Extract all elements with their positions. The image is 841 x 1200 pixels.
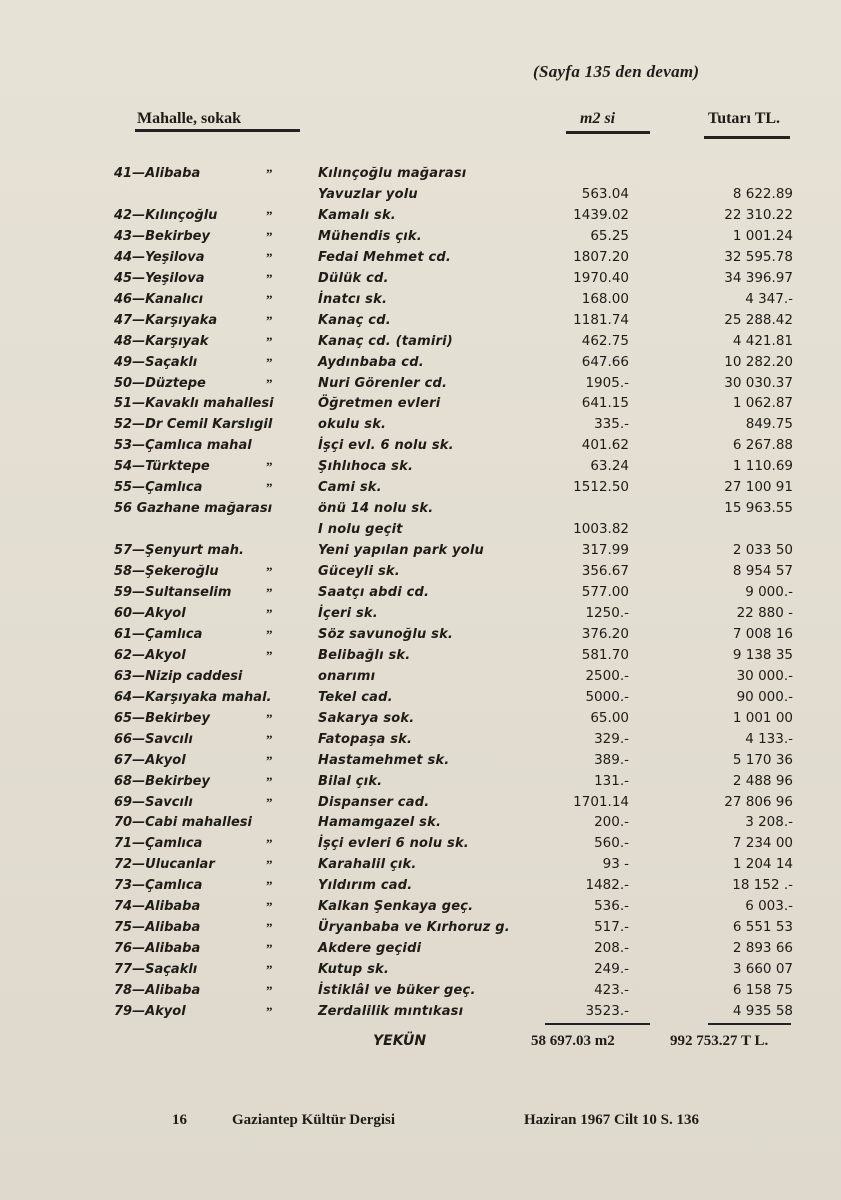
total-label: YEKÜN — [373, 1033, 427, 1049]
ditto-mark: ” — [266, 207, 273, 223]
sokak-cell: Dülük cd. — [318, 270, 389, 286]
table-row — [0, 540, 841, 561]
sokak-cell: Aydınbaba cd. — [318, 354, 424, 370]
m2-cell: 335.- — [594, 416, 629, 433]
table-row — [0, 393, 841, 414]
total-tutar: 992 753.27 T L. — [670, 1033, 769, 1049]
ditto-mark: ” — [266, 312, 273, 328]
mahalle-cell: 63—Nizip caddesi — [114, 668, 243, 684]
mahalle-cell: 45—Yeşilova — [114, 270, 205, 286]
mahalle-cell: 73—Çamlıca — [114, 878, 203, 894]
table-row — [0, 226, 841, 247]
ditto-mark: ” — [266, 1004, 273, 1019]
m2-cell: 168.00 — [581, 290, 629, 307]
ditto-mark: ” — [266, 857, 273, 873]
sokak-cell: İnatcı sk. — [318, 291, 388, 307]
ditto-mark: ” — [266, 605, 273, 621]
mahalle-cell: 43—Bekirbey — [114, 228, 210, 244]
sokak-cell: Kanaç cd. — [318, 312, 391, 328]
mahalle-cell: 61—Çamlıca — [114, 626, 203, 642]
tutar-cell: 5 170 36 — [732, 751, 793, 768]
m2-cell: 356.67 — [581, 563, 629, 580]
m2-cell: 423.- — [594, 982, 629, 999]
table-row — [0, 938, 841, 959]
table-row — [0, 561, 841, 582]
sokak-cell: Üryanbaba ve Kırhoruz g. — [318, 920, 510, 936]
m2-cell: 577.00 — [581, 584, 629, 600]
tutar-cell: 6 158 75 — [732, 982, 793, 999]
tutar-cell: 25 288.42 — [724, 311, 793, 328]
sokak-cell: Fedai Mehmet cd. — [318, 249, 452, 265]
header-underline — [135, 129, 300, 132]
mahalle-cell: 46—Kanalıcı — [114, 291, 204, 307]
mahalle-cell: 42—Kılınçoğlu — [114, 207, 218, 223]
mahalle-cell: 65—Bekirbey — [114, 710, 210, 726]
table-row — [0, 435, 841, 456]
mahalle-cell: 79—Akyol — [114, 1004, 186, 1019]
sokak-cell: Saatçı abdi cd. — [318, 585, 430, 600]
mahalle-cell: 76—Alibaba — [114, 941, 201, 957]
mahalle-cell: 69—Savcılı — [114, 794, 193, 810]
column-header-tutar: Tutarı TL. — [708, 110, 781, 127]
m2-cell: 1250.- — [585, 604, 629, 621]
mahalle-cell: 49—Saçaklı — [114, 354, 198, 370]
sokak-cell: Mühendis çık. — [318, 228, 422, 244]
continuation-note: (Sayfa 135 den devam) — [533, 62, 700, 81]
m2-cell: 1512.50 — [573, 479, 629, 496]
tutar-cell: 15 963.55 — [724, 500, 793, 517]
m2-cell: 1970.40 — [573, 269, 629, 286]
table-row — [0, 268, 841, 289]
table-row — [0, 666, 841, 687]
tutar-cell: 30 000.- — [736, 667, 793, 684]
m2-cell: 200.- — [594, 814, 629, 831]
sokak-cell: Şıhlıhoca sk. — [318, 459, 414, 475]
ditto-mark: ” — [266, 836, 273, 852]
mahalle-cell: 48—Karşıyak — [114, 333, 209, 349]
mahalle-cell: 66—Savcılı — [114, 731, 193, 747]
tutar-cell: 2 893 66 — [732, 940, 793, 957]
ditto-mark: ” — [266, 291, 273, 307]
sokak-cell: Yeni yapılan park yolu — [318, 543, 484, 559]
table-row — [0, 875, 841, 896]
table-row — [0, 519, 841, 540]
mahalle-cell: 44—Yeşilova — [114, 249, 205, 265]
table-row — [0, 205, 841, 226]
magazine-title: Gaziantep Kültür Dergisi — [232, 1112, 396, 1128]
sokak-cell: Kılınçoğlu mağarası — [318, 166, 467, 181]
tutar-cell: 22 310.22 — [724, 206, 793, 223]
ditto-mark: ” — [266, 920, 273, 936]
table-row — [0, 792, 841, 813]
total-m2: 58 697.03 m2 — [531, 1033, 615, 1049]
tutar-cell: 22 880 - — [736, 604, 793, 621]
mahalle-cell: 57—Şenyurt mah. — [114, 543, 244, 559]
mahalle-cell: 56 Gazhane mağarası — [114, 501, 273, 517]
ditto-mark: ” — [266, 480, 273, 496]
table-row — [0, 917, 841, 938]
header-underline — [566, 131, 650, 134]
ditto-mark: ” — [266, 626, 273, 642]
m2-cell: 536.- — [594, 898, 629, 915]
ditto-mark: ” — [266, 585, 273, 600]
sokak-cell: Cami sk. — [318, 480, 382, 496]
ditto-mark: ” — [266, 878, 273, 894]
tutar-cell: 3 208.- — [745, 814, 793, 831]
m2-cell: 563.04 — [581, 185, 629, 202]
ditto-mark: ” — [266, 962, 273, 978]
m2-cell: 1905.- — [585, 374, 629, 391]
sokak-cell: Sakarya sok. — [318, 710, 415, 726]
ditto-mark: ” — [266, 354, 273, 370]
mahalle-cell: 60—Akyol — [114, 605, 186, 621]
sokak-cell: Hamamgazel sk. — [318, 815, 442, 831]
m2-cell: 65.00 — [590, 709, 629, 726]
ditto-mark: ” — [266, 899, 273, 915]
table-row — [0, 477, 841, 498]
m2-cell: 2500.- — [585, 667, 629, 684]
m2-cell: 1807.20 — [573, 248, 629, 265]
sokak-cell: Dispanser cad. — [318, 794, 430, 810]
ditto-mark: ” — [266, 564, 273, 580]
table-row — [0, 163, 841, 184]
table-row — [0, 310, 841, 331]
tutar-cell: 4 133.- — [745, 730, 793, 747]
mahalle-cell: 78—Alibaba — [114, 983, 201, 999]
ditto-mark: ” — [266, 375, 273, 391]
m2-cell: 1701.14 — [573, 793, 629, 810]
table-row — [0, 414, 841, 435]
table-row — [0, 687, 841, 708]
sokak-cell: okulu sk. — [318, 417, 387, 433]
mahalle-cell: 67—Akyol — [114, 752, 186, 768]
sokak-cell: Kutup sk. — [318, 962, 390, 978]
m2-cell: 517.- — [594, 919, 629, 936]
ditto-mark: ” — [266, 249, 273, 265]
mahalle-cell: 54—Türktepe — [114, 459, 210, 475]
ditto-mark: ” — [266, 731, 273, 747]
tutar-cell: 8 954 57 — [732, 563, 793, 580]
column-header-mahalle: Mahalle, sokak — [137, 110, 242, 127]
ditto-mark: ” — [266, 794, 273, 810]
tutar-cell: 1 204 14 — [732, 856, 793, 873]
ditto-mark: ” — [266, 752, 273, 768]
tutar-cell: 4 421.81 — [732, 332, 793, 349]
m2-cell: 647.66 — [581, 353, 629, 370]
table-row — [0, 373, 841, 394]
m2-cell: 1439.02 — [573, 206, 629, 223]
tutar-cell: 6 003.- — [745, 898, 793, 915]
m2-cell: 389.- — [594, 751, 629, 768]
table-row — [0, 708, 841, 729]
sokak-cell: önü 14 nolu sk. — [318, 501, 434, 517]
m2-cell: 3523.- — [585, 1003, 629, 1019]
tutar-cell: 30 030.37 — [724, 374, 793, 391]
m2-cell: 208.- — [594, 940, 629, 957]
page-number: 16 — [172, 1112, 187, 1128]
tutar-cell: 1 110.69 — [732, 458, 793, 475]
mahalle-cell: 64—Karşıyaka mahal. — [114, 689, 272, 705]
m2-cell: 249.- — [594, 961, 629, 978]
ditto-mark: ” — [266, 228, 273, 244]
mahalle-cell: 70—Cabi mahallesi — [114, 815, 252, 831]
m2-cell: 560.- — [594, 835, 629, 852]
ditto-mark: ” — [266, 941, 273, 957]
m2-cell: 65.25 — [590, 227, 629, 244]
mahalle-cell: 75—Alibaba — [114, 920, 201, 936]
sokak-cell: İşçi evleri 6 nolu sk. — [318, 836, 469, 852]
table-row — [0, 729, 841, 750]
tutar-cell: 7 234 00 — [732, 835, 793, 852]
mahalle-cell: 51—Kavaklı mahallesi — [114, 396, 274, 412]
table-row — [0, 854, 841, 875]
table-row — [0, 833, 841, 854]
mahalle-cell: 59—Sultanselim — [114, 585, 232, 600]
m2-cell: 1482.- — [585, 877, 629, 894]
ditto-mark: ” — [266, 459, 273, 475]
sokak-cell: Kamalı sk. — [318, 207, 396, 223]
m2-cell: 131.- — [594, 772, 629, 789]
m2-cell: 1181.74 — [573, 311, 629, 328]
m2-cell: 317.99 — [581, 542, 629, 559]
tutar-cell: 1 062.87 — [732, 395, 793, 412]
table-row — [0, 980, 841, 1001]
table-row — [0, 1001, 841, 1022]
tutar-cell: 34 396.97 — [724, 269, 793, 286]
sokak-cell: İşçi evl. 6 nolu sk. — [318, 438, 454, 454]
table-row — [0, 771, 841, 792]
tutar-cell: 27 806 96 — [724, 793, 793, 810]
m2-cell: 329.- — [594, 730, 629, 747]
table-row — [0, 456, 841, 477]
tutar-cell: 32 595.78 — [724, 248, 793, 265]
tutar-cell: 9 000.- — [745, 584, 793, 600]
sokak-cell: Fatopaşa sk. — [318, 731, 413, 747]
table-row — [0, 645, 841, 666]
sokak-cell: Hastamehmet sk. — [318, 752, 450, 768]
table-row — [0, 959, 841, 980]
tutar-cell: 1 001 00 — [732, 709, 793, 726]
tutar-cell: 90 000.- — [736, 688, 793, 705]
tutar-cell: 6 551 53 — [732, 919, 793, 936]
sum-line — [545, 1023, 650, 1025]
tutar-cell: 18 152 .- — [732, 877, 793, 894]
mahalle-cell: 50—Düztepe — [114, 375, 206, 391]
m2-cell: 581.70 — [581, 646, 629, 663]
m2-cell: 641.15 — [581, 395, 629, 412]
issue-date: Haziran 1967 Cilt 10 S. 136 — [524, 1112, 699, 1128]
m2-cell: 93 - — [602, 856, 629, 873]
tutar-cell: 2 033 50 — [732, 542, 793, 559]
m2-cell: 63.24 — [590, 458, 629, 475]
tutar-cell: 1 001.24 — [732, 227, 793, 244]
sokak-cell: Karahalil çık. — [318, 857, 417, 873]
header-underline — [704, 136, 790, 139]
table-row — [0, 498, 841, 519]
sokak-cell: Güceyli sk. — [318, 564, 400, 580]
table-row — [0, 896, 841, 917]
tutar-cell: 8 622.89 — [732, 185, 793, 202]
mahalle-cell: 47—Karşıyaka — [114, 312, 218, 328]
table-row — [0, 247, 841, 268]
sokak-cell: Yıldırım cad. — [318, 878, 413, 894]
tutar-cell: 2 488 96 — [732, 772, 793, 789]
table-row — [0, 184, 841, 205]
mahalle-cell: 72—Ulucanlar — [114, 857, 215, 873]
m2-cell: 376.20 — [581, 625, 629, 642]
column-header-m2: m2 si — [580, 110, 616, 127]
m2-cell: 5000.- — [585, 688, 629, 705]
sokak-cell: Öğretmen evleri — [318, 396, 441, 412]
sokak-cell: Belibağlı sk. — [318, 647, 411, 663]
ditto-mark: ” — [266, 773, 273, 789]
sokak-cell: Söz savunoğlu sk. — [318, 626, 454, 642]
tutar-cell: 9 138 35 — [732, 646, 793, 663]
mahalle-cell: 55—Çamlıca — [114, 480, 203, 496]
table-row — [0, 812, 841, 833]
mahalle-cell: 62—Akyol — [114, 647, 186, 663]
tutar-cell: 4 347.- — [745, 290, 793, 307]
mahalle-cell: 74—Alibaba — [114, 899, 201, 915]
sokak-cell: Akdere geçidi — [318, 941, 422, 957]
mahalle-cell: 41—Alibaba — [114, 166, 201, 181]
sokak-cell: Yavuzlar yolu — [318, 186, 418, 202]
table-row — [0, 582, 841, 603]
table-row — [0, 352, 841, 373]
tutar-cell: 6 267.88 — [732, 437, 793, 454]
mahalle-cell: 58—Şekeroğlu — [114, 564, 219, 580]
sokak-cell: Bilal çık. — [318, 773, 383, 789]
tutar-cell: 3 660 07 — [732, 961, 793, 978]
mahalle-cell: 52—Dr Cemil Karslıgil — [114, 417, 273, 433]
ditto-mark: ” — [266, 166, 273, 181]
m2-cell: 401.62 — [581, 437, 629, 454]
ditto-mark: ” — [266, 983, 273, 999]
tutar-cell: 10 282.20 — [724, 353, 793, 370]
ditto-mark: ” — [266, 270, 273, 286]
ditto-mark: ” — [266, 647, 273, 663]
sokak-cell: Kanaç cd. (tamiri) — [318, 333, 453, 349]
sokak-cell: İçeri sk. — [318, 605, 378, 621]
table-row — [0, 603, 841, 624]
tutar-cell: 7 008 16 — [732, 625, 793, 642]
ditto-mark: ” — [266, 710, 273, 726]
sokak-cell: Kalkan Şenkaya geç. — [318, 899, 474, 915]
sokak-cell: Zerdalilik mıntıkası — [318, 1004, 464, 1019]
m2-cell: 462.75 — [581, 332, 629, 349]
mahalle-cell: 71—Çamlıca — [114, 836, 203, 852]
sokak-cell: I nolu geçit — [318, 522, 403, 538]
tutar-cell: 27 100 91 — [724, 479, 793, 496]
table-row — [0, 331, 841, 352]
sokak-cell: İstiklâl ve büker geç. — [318, 983, 476, 999]
sokak-cell: Nuri Görenler cd. — [318, 375, 448, 391]
mahalle-cell: 53—Çamlıca mahal — [114, 438, 252, 454]
sum-line — [708, 1023, 791, 1025]
mahalle-cell: 77—Saçaklı — [114, 962, 198, 978]
m2-cell: 1003.82 — [573, 521, 629, 538]
table-row — [0, 750, 841, 771]
tutar-cell: 849.75 — [745, 416, 793, 433]
tutar-cell: 4 935 58 — [732, 1003, 793, 1019]
sokak-cell: onarımı — [318, 668, 376, 684]
mahalle-cell: 68—Bekirbey — [114, 773, 210, 789]
table-row — [0, 624, 841, 645]
table-row — [0, 289, 841, 310]
sokak-cell: Tekel cad. — [318, 689, 393, 705]
ditto-mark: ” — [266, 333, 273, 349]
